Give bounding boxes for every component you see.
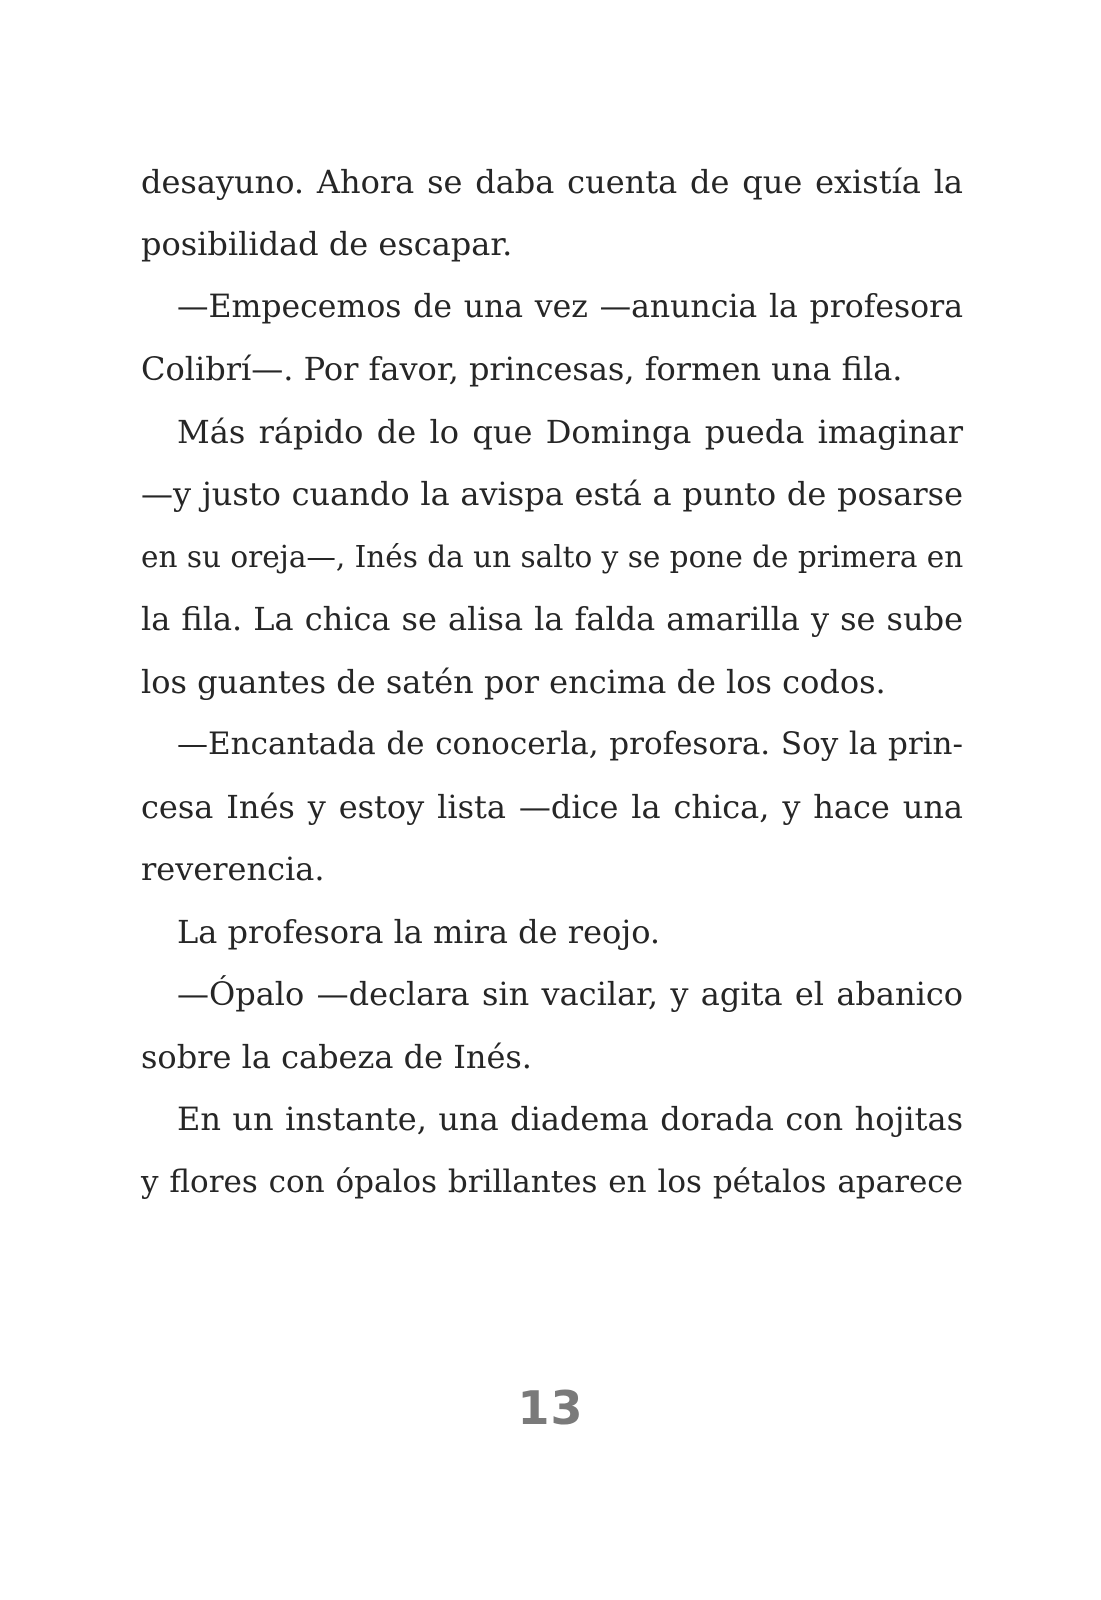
text-line: y flores con ópalos brillantes en los pétalos aparece	[141, 1164, 963, 1200]
text-line: —Empecemos de una vez —anuncia la profesora	[177, 289, 963, 325]
text-line: La profesora la mira de reojo.	[177, 913, 661, 951]
text-line: En un instante, una diadema dorada con hojitas	[177, 1100, 963, 1138]
text-line: Más rápido de lo que Dominga pueda imaginar	[177, 413, 963, 451]
text-line: desayuno. Ahora se daba cuenta de que existía la	[141, 163, 963, 201]
text-line: —y justo cuando la avispa está a punto de posarse	[141, 475, 963, 513]
page-number: 13	[517, 1381, 584, 1435]
text-line: en su oreja—, Inés da un salto y se pone de primera en	[141, 540, 964, 574]
text-line: posibilidad de escapar.	[141, 225, 513, 263]
text-line: los guantes de satén por encima de los codos.	[141, 663, 886, 701]
text-line: Colibrí—. Por favor, princesas, formen una fila.	[141, 350, 903, 388]
text-line: la fila. La chica se alisa la falda amarilla y se sube	[141, 600, 963, 638]
text-line: cesa Inés y estoy lista —dice la chica, y hace una	[141, 788, 963, 826]
text-line: —Ópalo —declara sin vacilar, y agita el abanico	[177, 975, 963, 1013]
text-line: reverencia.	[141, 850, 325, 888]
text-line: —Encantada de conocerla, profesora. Soy la prin-	[177, 726, 963, 762]
text-line: sobre la cabeza de Inés.	[141, 1038, 532, 1076]
